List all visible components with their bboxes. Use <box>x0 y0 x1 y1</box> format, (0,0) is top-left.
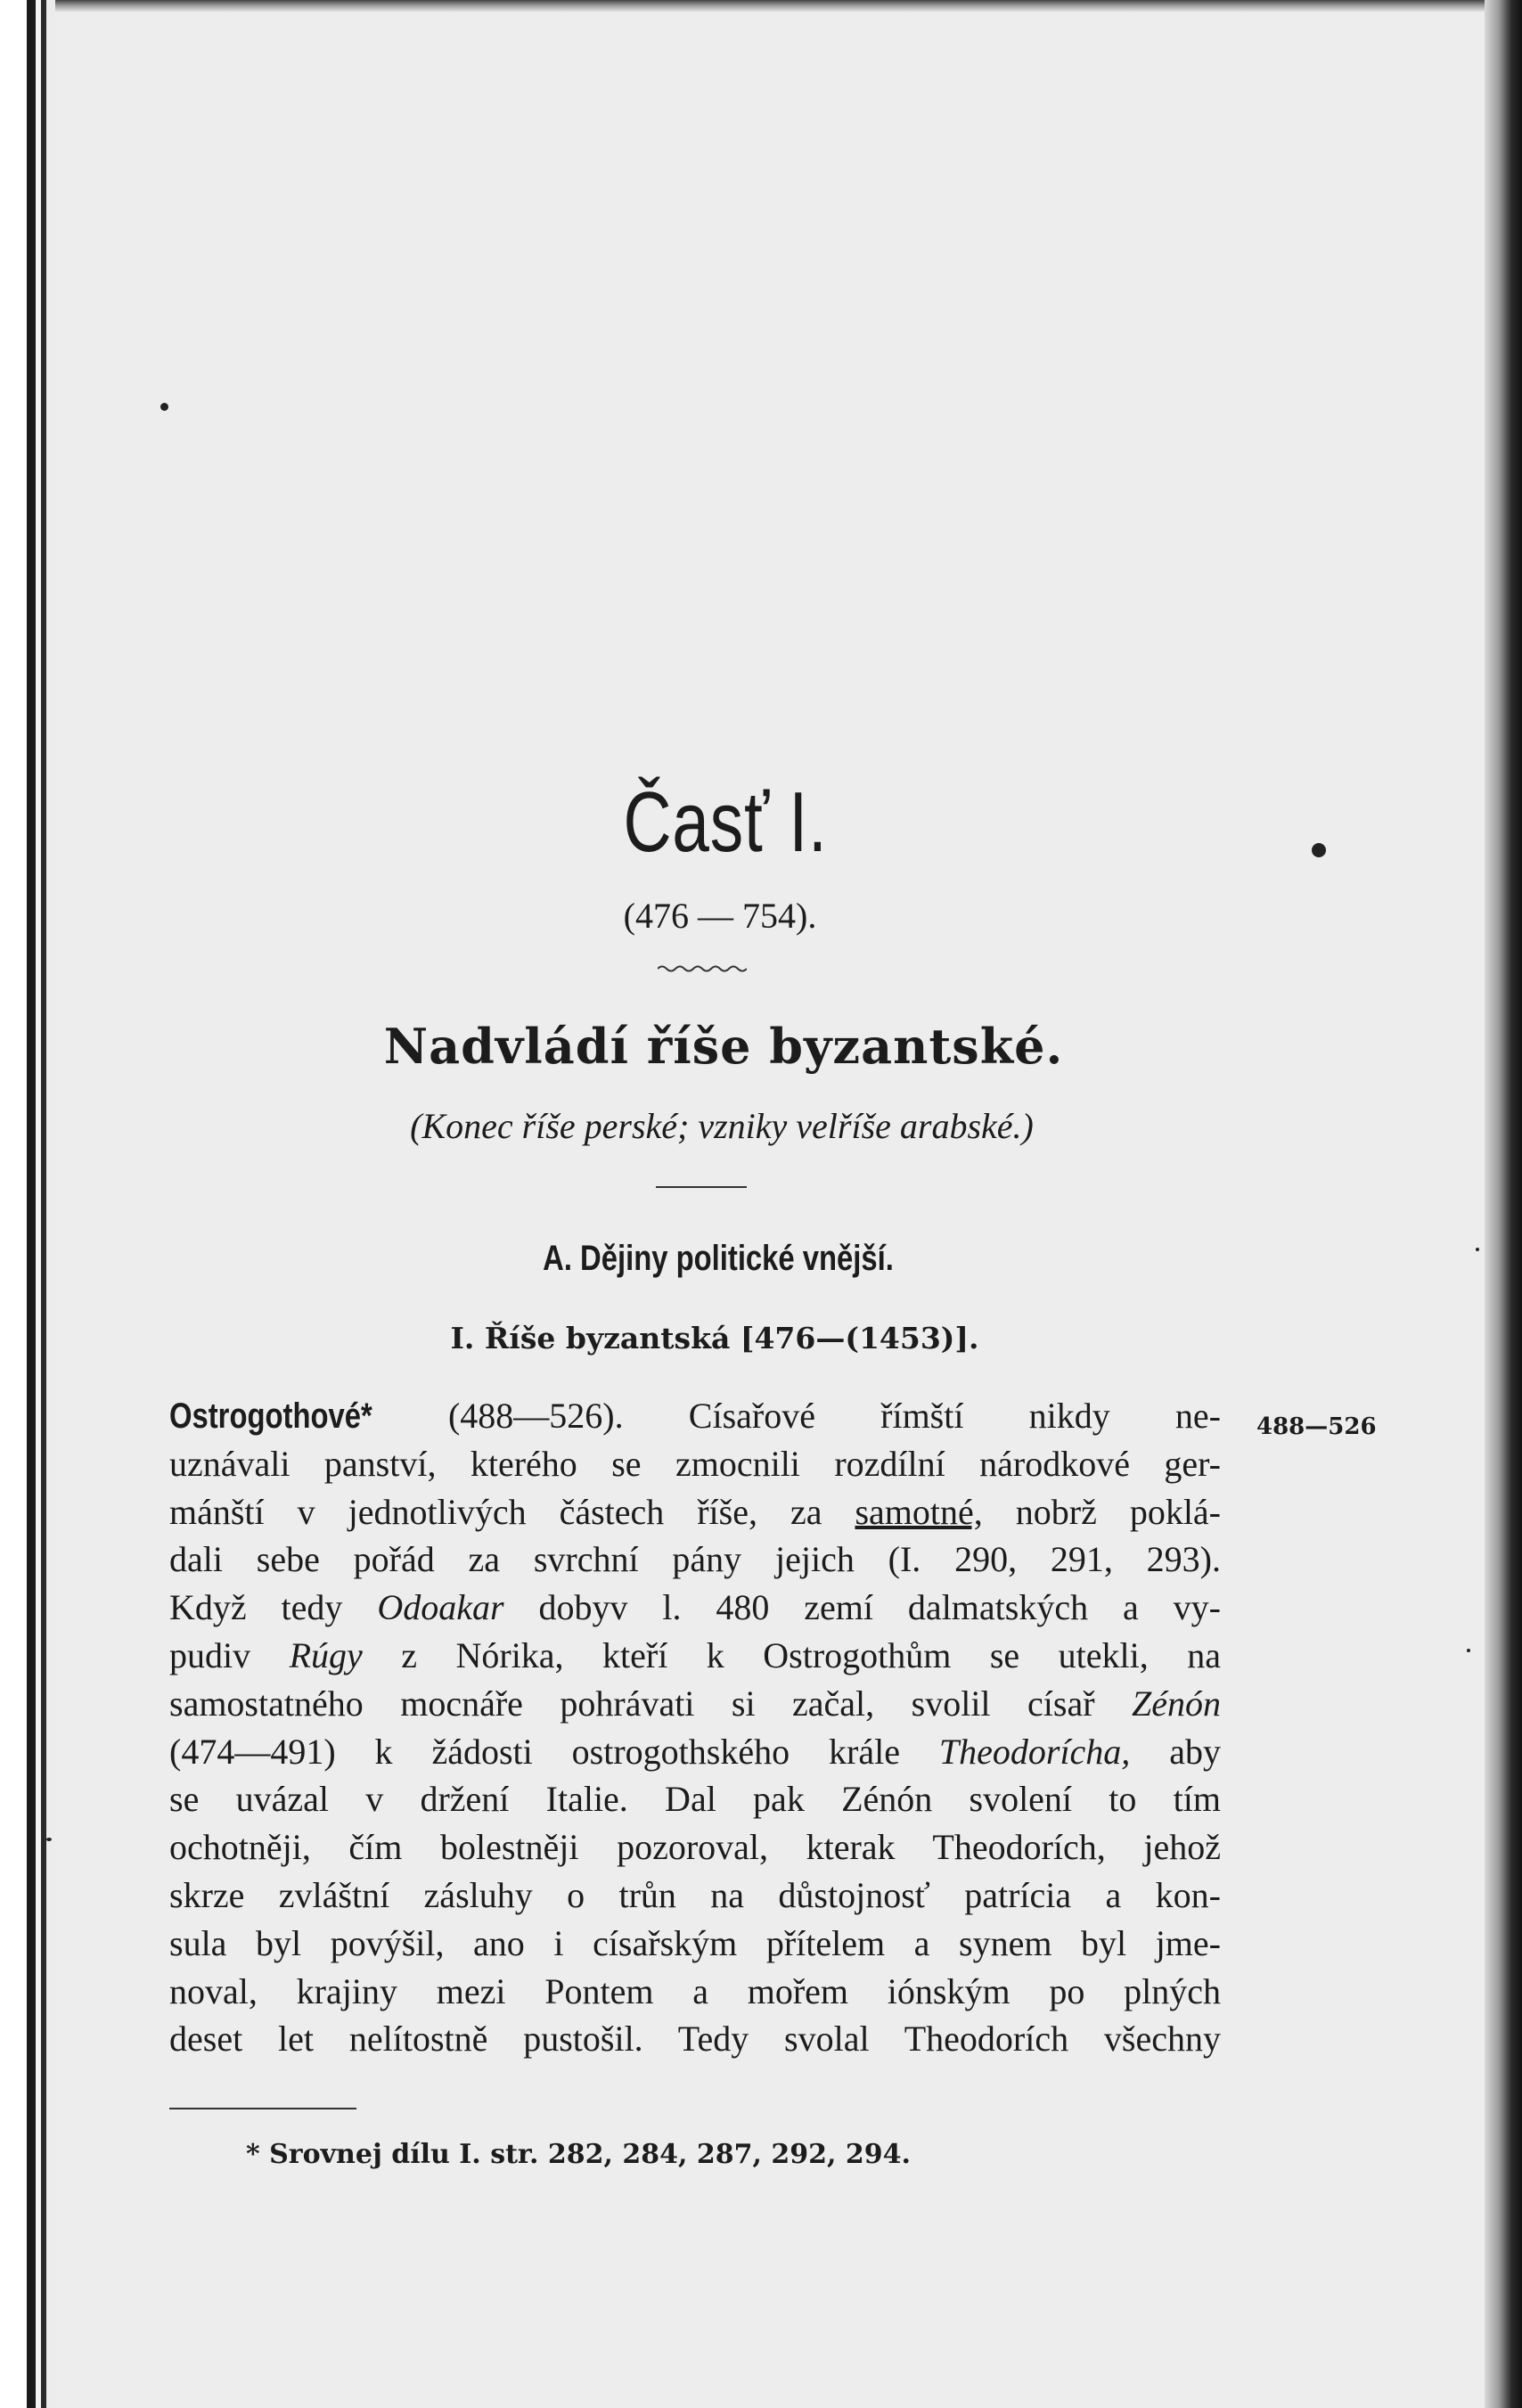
text-line: ochotněji, čím bolestněji pozoroval, kterak Theodorích, jehož <box>169 1827 1221 1868</box>
ornament-wave <box>658 964 747 973</box>
italic-name: Theodorícha, <box>938 1731 1131 1772</box>
body-paragraph <box>169 1392 1221 2063</box>
section-heading: A. Dějiny politické vnější. <box>543 1239 894 1278</box>
part-title: Časť I. <box>623 774 828 870</box>
page-left-edge <box>0 0 55 2408</box>
text-line: skrze zvláštní zásluhy o trůn na důstojnosť patrícia a kon- <box>169 1874 1221 1915</box>
text-line: pudiv Rúgy z Nórika, kteří k Ostrogothům se utekli, na <box>169 1634 1221 1675</box>
page-right-edge <box>1485 0 1522 2408</box>
footnote: * Srovnej dílu I. str. 282, 284, 287, 292, 294. <box>246 2139 911 2170</box>
text-line: deset let nelítostně pustošil. Tedy svolal Theodorích všechny <box>169 2019 1221 2060</box>
text-line: sula byl povýšil, ano i císařským přítelem a synem byl jme- <box>169 1922 1221 1963</box>
text-line: Ostrogothové* (488—526). Císařové římští nikdy ne- <box>169 1392 1221 1440</box>
italic-name: Rúgy <box>289 1634 363 1675</box>
ink-speck <box>160 403 168 411</box>
underlined-word: samotné, <box>855 1491 983 1532</box>
subsection-heading: I. Říše byzantská [476—(1453)]. <box>450 1321 979 1356</box>
italic-name: Zénón <box>1132 1683 1221 1724</box>
sub-heading: (Konec říše perské; vzniky velříše arabské.) <box>410 1106 1034 1146</box>
text-line: noval, krajiny mezi Pontem a mořem iónským po plných <box>169 1970 1221 2011</box>
text-line: (474—491) k žádosti ostrogothského krále Theodorícha, aby <box>169 1731 1221 1772</box>
main-heading: Nadvládí říše byzantské. <box>383 1018 1064 1075</box>
margin-note-years: 488—526 <box>1256 1413 1377 1440</box>
text-line: Když tedy Odoakar dobyv l. 480 zemí dalmatských a vy- <box>169 1587 1221 1628</box>
lead-term: Ostrogothové* <box>169 1396 372 1436</box>
text-line: dali sebe pořád za svrchní pány jejich (I. 290, 291, 293). <box>169 1539 1221 1580</box>
text-line: mánští v jednotlivých částech říše, za samotné, nobrž poklá- <box>169 1491 1222 1532</box>
page-top-edge <box>0 0 1522 12</box>
divider-rule <box>656 1186 747 1188</box>
ink-speck <box>1467 1649 1470 1652</box>
ink-speck <box>46 1838 52 1841</box>
text-line: samostatného mocnáře pohrávati si začal, svolil císař Zénón <box>169 1683 1221 1724</box>
text-line: uznávali panství, kterého se zmocnili rozdílní národkové ger- <box>169 1443 1221 1484</box>
footnote-rule <box>169 2108 356 2109</box>
ink-speck <box>1476 1248 1479 1251</box>
italic-name: Odoakar <box>377 1587 504 1628</box>
text-line: se uvázal v držení Italie. Dal pak Zénón svolení to tím <box>169 1779 1221 1820</box>
part-years: (476 — 754). <box>623 896 817 936</box>
